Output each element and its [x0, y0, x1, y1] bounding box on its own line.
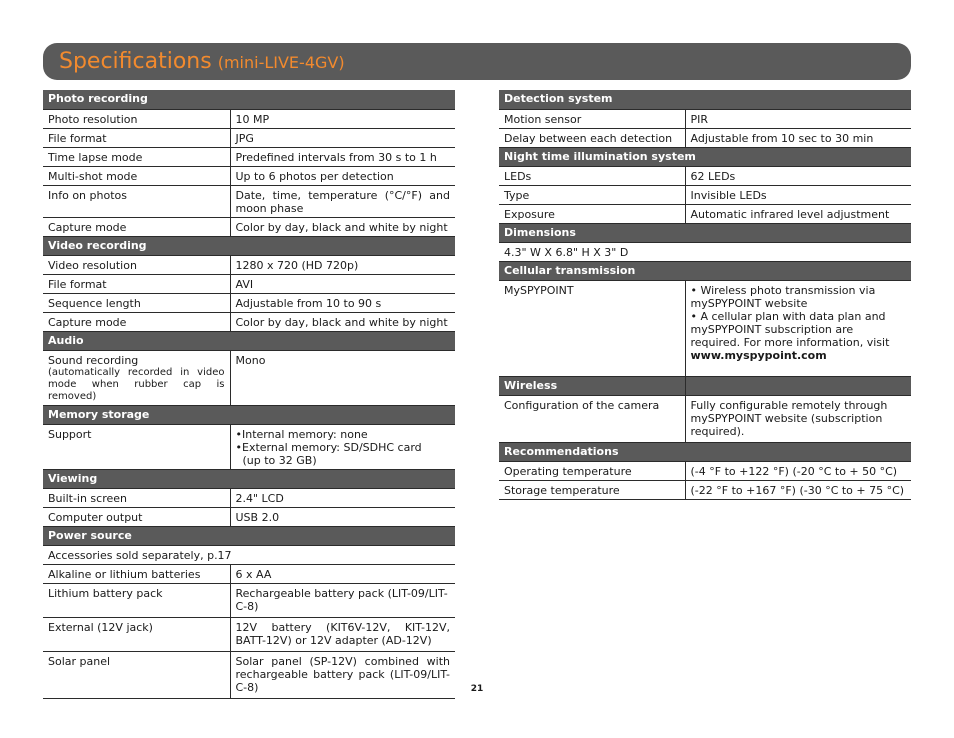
- table-row: Delay between each detection Adjustable from 10 sec to 30 min: [499, 128, 911, 147]
- section-header-viewing: Viewing: [43, 469, 455, 488]
- table-row: Sound recording (automatically recorded in video mode when rubber cap is removed) Mono: [43, 350, 455, 405]
- left-spec-table: [43, 90, 455, 699]
- section-header-dimensions: Dimensions: [499, 223, 911, 242]
- right-spec-table: [499, 90, 911, 500]
- table-row: Capture mode Color by day, black and white by night: [43, 217, 455, 236]
- table-row: LEDs 62 LEDs: [499, 166, 911, 185]
- table-row: File format AVI: [43, 274, 455, 293]
- page-title-main: Specifications: [59, 48, 212, 74]
- memory-capacity: (up to 32 GB): [235, 453, 317, 467]
- section-header-memory-storage: Memory storage: [43, 405, 455, 424]
- table-row: Photo resolution 10 MP: [43, 109, 455, 128]
- sound-recording-label: Sound recording: [48, 353, 139, 367]
- table-row: Video resolution 1280 x 720 (HD 720p): [43, 255, 455, 274]
- sound-recording-note: (automatically recorded in video mode when rubber cap is removed): [48, 366, 225, 402]
- table-row: Computer output USB 2.0: [43, 507, 455, 526]
- section-header-night-illumination: Night time illumination system: [499, 147, 911, 166]
- table-row: Alkaline or lithium batteries 6 x AA: [43, 564, 455, 583]
- page-number: 21: [470, 684, 484, 694]
- dimensions-value: 4.3" W X 6.8" H X 3" D: [499, 242, 911, 261]
- table-row: Lithium battery pack Rechargeable battery pack (LIT-09/LIT-C-8): [43, 583, 455, 617]
- table-row: Configuration of the camera Fully configurable remotely through mySPYPOINT website (subscription required).: [499, 395, 911, 442]
- table-row: External (12V jack) 12V battery (KIT6V-12V, KIT-12V, BATT-12V) or 12V adapter (AD-12V): [43, 617, 455, 651]
- table-row: Multi-shot mode Up to 6 photos per detection: [43, 166, 455, 185]
- page-title: [59, 48, 345, 74]
- table-row: MySPYPOINT • Wireless photo transmission via mySPYPOINT website • A cellular plan with data plan and mySPYPOINT subscription are required. For more information, visit www.myspypoint.com: [499, 280, 911, 376]
- memory-external: •External memory: SD/SDHC card: [235, 440, 422, 454]
- table-row: Exposure Automatic infrared level adjustment: [499, 204, 911, 223]
- section-header-wireless: Wireless: [499, 376, 911, 395]
- power-accessories-note: Accessories sold separately, p.17: [43, 545, 455, 564]
- table-row: Storage temperature (-22 °F to +167 °F) (-30 °C to + 75 °C): [499, 480, 911, 499]
- table-row: Solar panel Solar panel (SP-12V) combined with rechargeable battery pack (LIT-09/LIT-C-8): [43, 651, 455, 698]
- section-header-video-recording: Video recording: [43, 236, 455, 255]
- table-row: Sequence length Adjustable from 10 to 90 s: [43, 293, 455, 312]
- table-row: Capture mode Color by day, black and white by night: [43, 312, 455, 331]
- table-row: [499, 242, 911, 261]
- table-row: Support •Internal memory: none •External memory: SD/SDHC card (up to 32 GB): [43, 424, 455, 469]
- section-header-audio: Audio: [43, 331, 455, 350]
- table-row: File format JPG: [43, 128, 455, 147]
- page-title-model: (mini-LIVE-4GV): [217, 52, 345, 72]
- table-row: [43, 545, 455, 564]
- section-header-recommendations: Recommendations: [499, 442, 911, 461]
- table-row: Motion sensor PIR: [499, 109, 911, 128]
- cellular-bullet-transmission: • Wireless photo transmission via mySPYPOINT website: [690, 283, 876, 310]
- memory-internal: •Internal memory: none: [235, 427, 368, 441]
- myspypoint-link[interactable]: www.myspypoint.com: [690, 348, 827, 362]
- cellular-bullet-plan: • A cellular plan with data plan and mySPYPOINT subscription are required. For more information, visit: [690, 309, 890, 349]
- table-row: Info on photos Date, time, temperature (°C/°F) and moon phase: [43, 185, 455, 217]
- section-header-cellular-transmission: Cellular transmission: [499, 261, 911, 280]
- section-header-photo-recording: Photo recording: [43, 90, 455, 109]
- table-row: Time lapse mode Predefined intervals from 30 s to 1 h: [43, 147, 455, 166]
- table-row: Built-in screen 2.4" LCD: [43, 488, 455, 507]
- page-header: [43, 43, 911, 80]
- table-row: Type Invisible LEDs: [499, 185, 911, 204]
- section-header-power-source: Power source: [43, 526, 455, 545]
- section-header-detection-system: Detection system: [499, 90, 911, 109]
- table-row: Operating temperature (-4 °F to +122 °F) (-20 °C to + 50 °C): [499, 461, 911, 480]
